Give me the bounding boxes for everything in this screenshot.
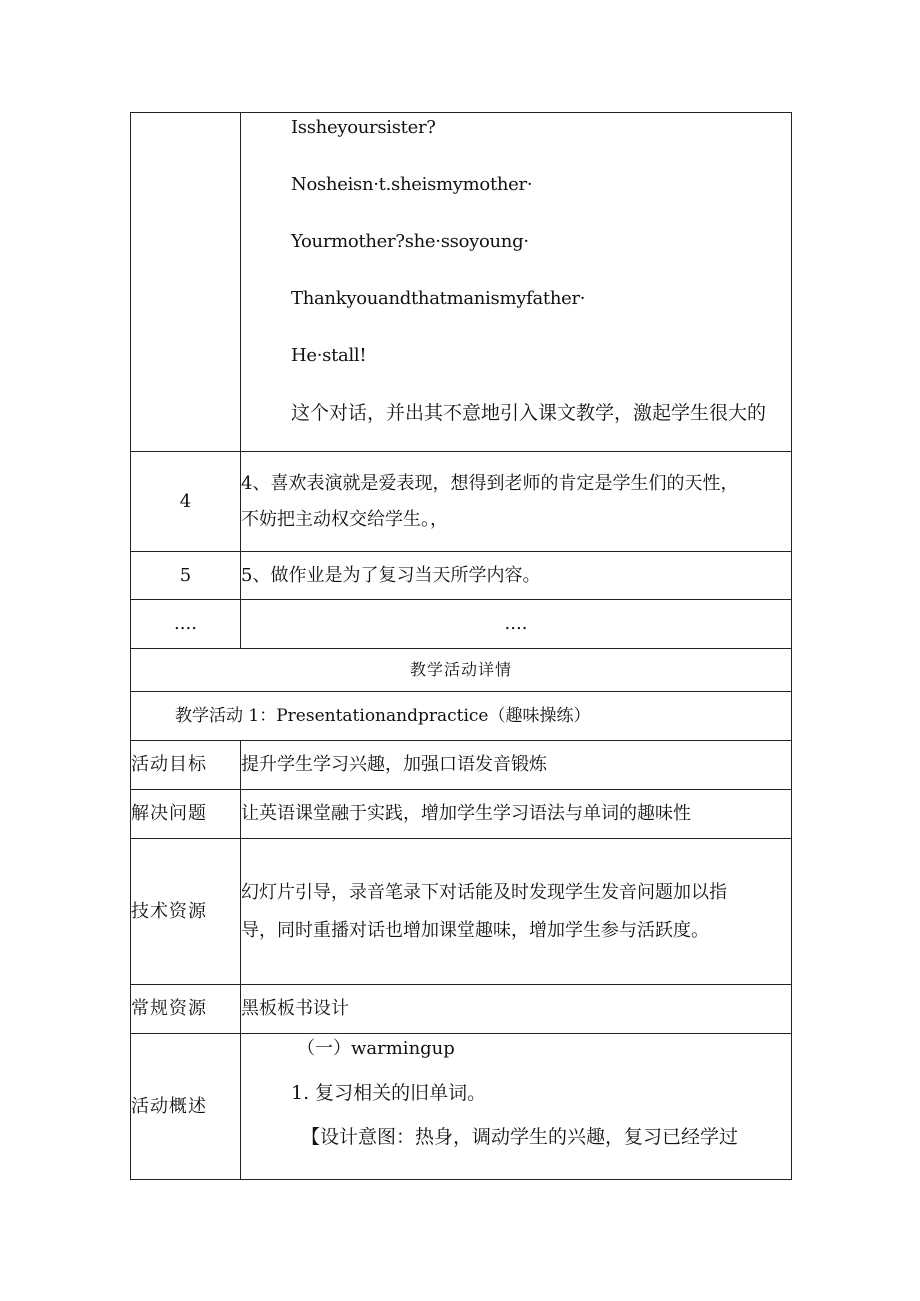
step-text-line: 不妨把主动权交给学生。，	[241, 508, 448, 530]
step-text: 5、做作业是为了复习当天所学内容。	[241, 552, 792, 600]
section-title-row	[131, 649, 792, 692]
step-text-line: 4、喜欢表演就是爱表现，想得到老师的肯定是学生们的天性，	[241, 472, 739, 494]
regular-row	[131, 985, 792, 1034]
overview-label: 活动概述	[131, 1034, 241, 1180]
dialogue-cell	[241, 113, 792, 452]
problem-row	[131, 790, 792, 839]
overview-line: 【设计意图：热身，调动学生的兴趣，复习已经学过	[301, 1126, 739, 1148]
step-text	[241, 452, 792, 552]
problem-label: 解决问题	[131, 790, 241, 839]
overview-line: 1. 复习相关的旧单词。	[291, 1082, 487, 1104]
problem-value: 让英语课堂融于实践，增加学生学习语法与单词的趣味性	[241, 790, 792, 839]
dialogue-line: Yourmother?she·ssoyoung·	[291, 231, 529, 252]
overview-line: （一）warmingup	[297, 1038, 455, 1059]
step-number: ....	[131, 600, 241, 649]
dialogue-note: 这个对话，并出其不意地引入课文教学，激起学生很大的	[291, 402, 767, 424]
dialogue-line: Thankyouandthatmanismyfather·	[291, 288, 586, 309]
step-row	[131, 452, 792, 552]
tech-label: 技术资源	[131, 839, 241, 985]
lesson-plan-table	[130, 112, 792, 1180]
regular-value: 黑板板书设计	[241, 985, 792, 1034]
tech-value	[241, 839, 792, 985]
dialogue-row	[131, 113, 792, 452]
goal-label: 活动目标	[131, 741, 241, 790]
step-row	[131, 600, 792, 649]
step-number: 5	[131, 552, 241, 600]
overview-value	[241, 1034, 792, 1180]
tech-line: 导，同时重播对话也增加课堂趣味，增加学生参与活跃度。	[241, 919, 709, 941]
section-title: 教学活动详情	[131, 649, 792, 692]
step-number: 4	[131, 452, 241, 552]
tech-line: 幻灯片引导，录音笔录下对话能及时发现学生发音问题加以指	[241, 881, 727, 903]
dialogue-line: He·stall!	[291, 345, 367, 366]
step-row	[131, 552, 792, 600]
dialogue-line: Nosheisn·t.sheismymother·	[291, 174, 533, 195]
tech-row	[131, 839, 792, 985]
activity-title: 教学活动 1：Presentationandpractice（趣味操练）	[131, 692, 792, 741]
regular-label: 常规资源	[131, 985, 241, 1034]
goal-row	[131, 741, 792, 790]
goal-value: 提升学生学习兴趣，加强口语发音锻炼	[241, 741, 792, 790]
empty-number-cell	[131, 113, 241, 452]
overview-row	[131, 1034, 792, 1180]
step-text: ....	[241, 600, 792, 649]
activity-title-row	[131, 692, 792, 741]
dialogue-line: Issheyoursister?	[291, 117, 436, 138]
